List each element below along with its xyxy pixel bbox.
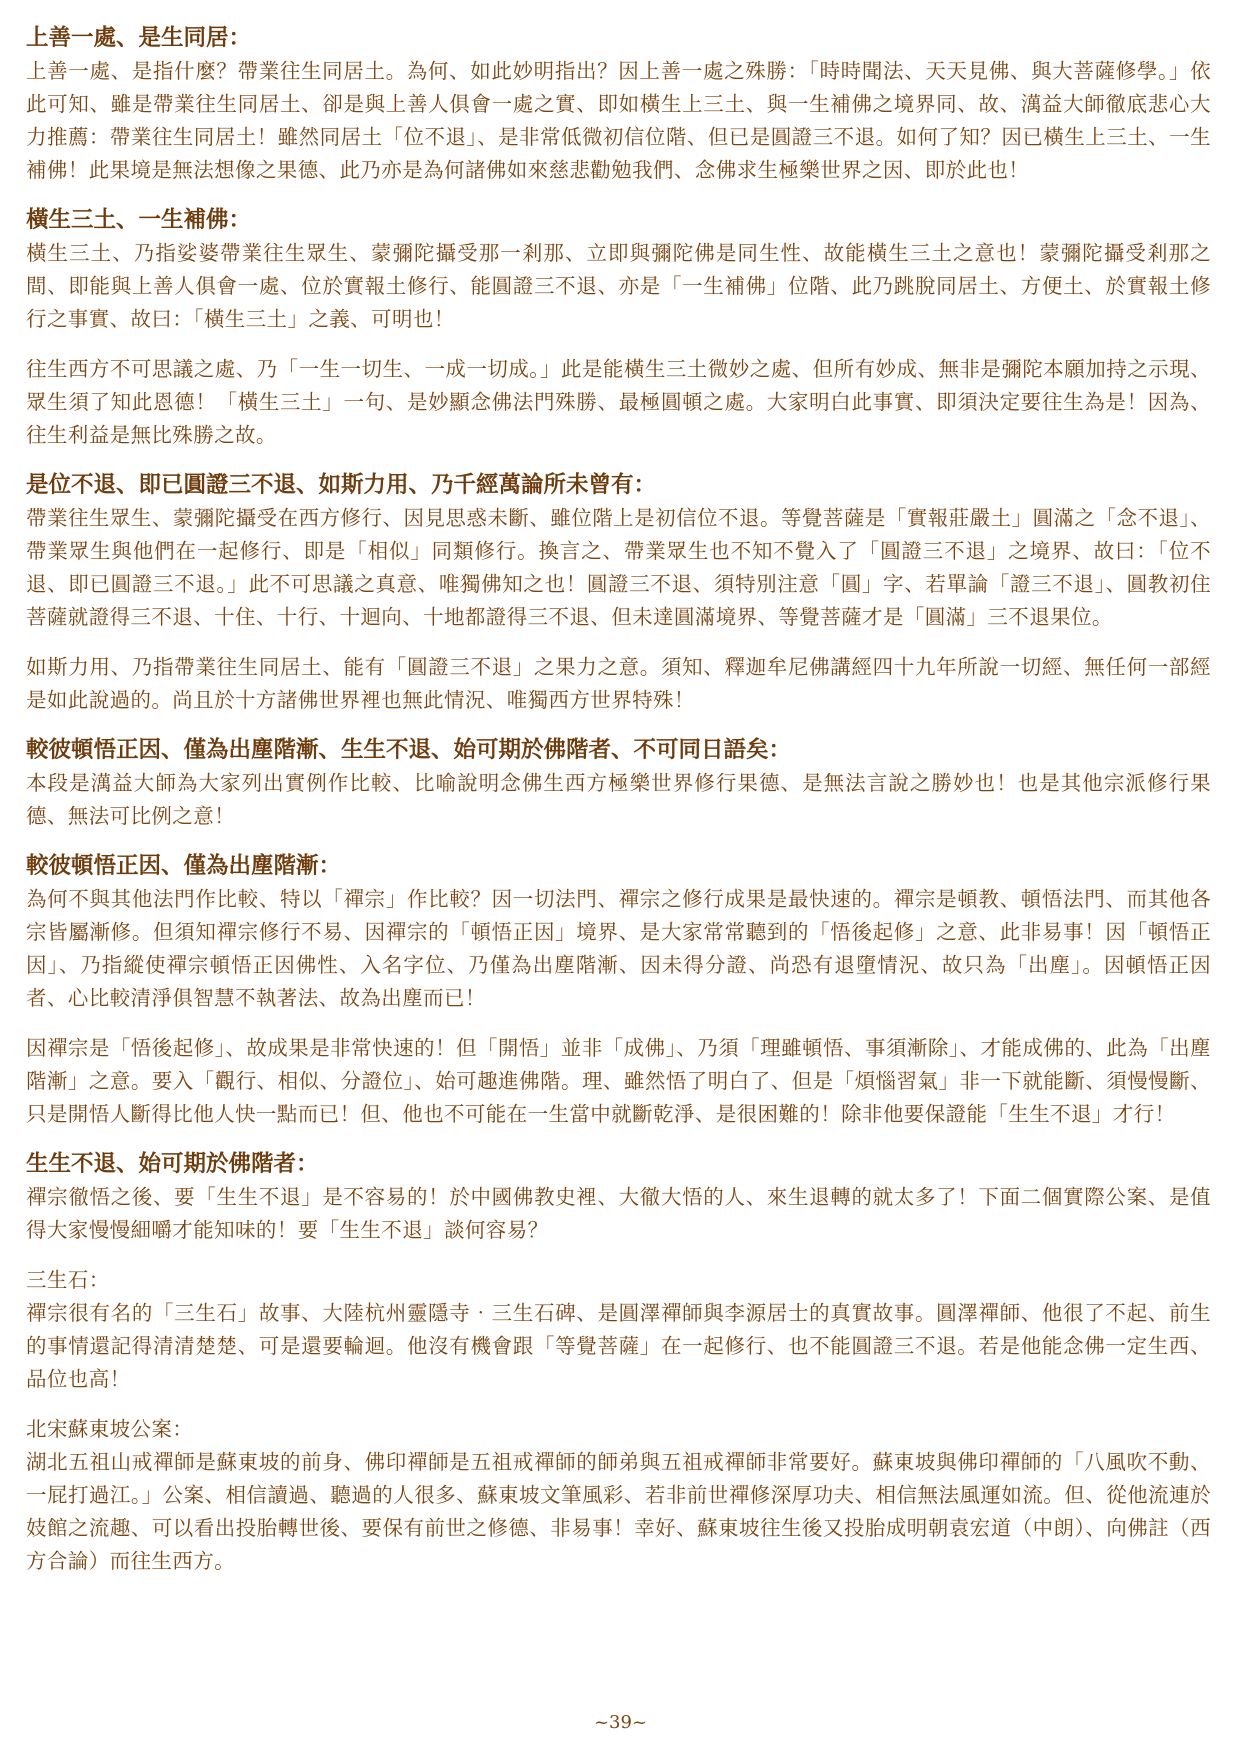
section-4-paragraph-1: 本段是澫益大師為大家列出實例作比較、比喻說明念佛生西方極樂世界修行果德、是無法言說之勝妙也！也是其他宗派修行果德、無法可比例之意！ bbox=[26, 771, 1211, 828]
section-3-paragraph-1: 帶業往生眾生、蒙彌陀攝受在西方修行、因見思惑未斷、雖位階上是初信位不退。等覺菩薩是「實報莊嚴土」圓滿之「念不退」、帶業眾生與他們在一起修行、即是「相似」同類修行。換言之、帶業眾生也不知不覺入了「圓證三不退」之境界、故曰：「位不退、即已圓證三不退。」此不可思議之真意、唯獨佛知之也！圓證三不退、須特別注意「圓」字、若單論「證三不退」、圓教初住菩薩就證得三不退、十住、十行、十迴向、十地都證得三不退、但未達圓滿境界、等覺菩薩才是「圓滿」三不退果位。 bbox=[26, 506, 1211, 629]
section-8-subheading: 北宋蘇東坡公案： bbox=[26, 1417, 194, 1441]
section-heading-3: 是位不退、即已圓證三不退、如斯力用、乃千經萬論所未曾有： bbox=[26, 472, 657, 498]
section-heading-1: 上善一處、是生同居： bbox=[26, 25, 252, 51]
section-2-paragraph-2: 往生西方不可思議之處、乃「一生一切生、一成一切成。」此是能橫生三土微妙之處、但所有妙成、無非是彌陀本願加持之示現、眾生須了知此恩德！「橫生三土」一句、是妙顯念佛法門殊勝、最極圓頓之處。大家明白此事實、即須決定要往生為是！因為、往生利益是無比殊勝之故。 bbox=[26, 357, 1211, 447]
section-6-paragraph-1: 禪宗徹悟之後、要「生生不退」是不容易的！於中國佛教史裡、大徹大悟的人、來生退轉的就太多了！下面二個實際公案、是值得大家慢慢細嚼才能知味的！要「生生不退」談何容易？ bbox=[26, 1185, 1211, 1242]
section-heading-2: 橫生三土、一生補佛： bbox=[26, 207, 252, 233]
section-3-paragraph-2: 如斯力用、乃指帶業往生同居土、能有「圓證三不退」之果力之意。須知、釋迦牟尼佛講經四十九年所說一切經、無任何一部經是如此說過的。尚且於十方諸佛世界裡也無此情況、唯獨西方世界特殊！ bbox=[26, 655, 1211, 712]
section-2-paragraph-1: 橫生三土、乃指娑婆帶業往生眾生、蒙彌陀攝受那一剎那、立即與彌陀佛是同生性、故能橫生三土之意也！蒙彌陀攝受剎那之間、即能與上善人俱會一處、位於實報土修行、能圓證三不退、亦是「一生補佛」位階、此乃跳脫同居土、方便土、於實報土修行之事實、故曰：「橫生三土」之義、可明也！ bbox=[26, 241, 1211, 331]
section-5-paragraph-1: 為何不與其他法門作比較、特以「禪宗」作比較？因一切法門、禪宗之修行成果是最快速的。禪宗是頓教、頓悟法門、而其他各宗皆屬漸修。但須知禪宗修行不易、因禪宗的「頓悟正因」境界、是大家常常聽到的「悟後起修」之意、此非易事！因「頓悟正因」、乃指縱使禪宗頓悟正因佛性、入名字位、乃僅為出塵階漸、因未得分證、尚恐有退墮情況、故只為「出塵」。因頓悟正因者、心比較清淨俱智慧不執著法、故為出塵而已！ bbox=[26, 887, 1211, 1010]
section-5-paragraph-2: 因禪宗是「悟後起修」、故成果是非常快速的！但「開悟」並非「成佛」、乃須「理雖頓悟、事須漸除」、才能成佛的、此為「出塵階漸」之意。要入「觀行、相似、分證位」、始可趣進佛階。理、雖然悟了明白了、但是「煩惱習氣」非一下就能斷、須慢慢斷、只是開悟人斷得比他人快一點而已！但、他也不可能在一生當中就斷乾淨、是很困難的！除非他要保證能「生生不退」才行！ bbox=[26, 1036, 1211, 1126]
section-8-paragraph-1: 湖北五祖山戒禪師是蘇東坡的前身、佛印禪師是五祖戒禪師的師弟與五祖戒禪師非常要好。蘇東坡與佛印禪師的「八風吹不動、一屁打過江。」公案、相信讀過、聽過的人很多、蘇東坡文筆風彩、若非前世禪修深厚功夫、相信無法風運如流。但、從他流連於妓館之流趣、可以看出投胎轉世後、要保有前世之修德、非易事！幸好、蘇東坡往生後又投胎成明朝袁宏道（中朗）、向佛註（西方合論）而往生西方。 bbox=[26, 1450, 1211, 1573]
page-number: ~39~ bbox=[593, 1712, 648, 1733]
section-heading-6: 生生不退、始可期於佛階者： bbox=[26, 1151, 319, 1177]
section-heading-5: 較彼頓悟正因、僅為出塵階漸： bbox=[26, 853, 342, 879]
section-heading-4: 較彼頓悟正因、僅為出塵階漸、生生不退、始可期於佛階者、不可同日語矣： bbox=[26, 737, 792, 763]
section-7-subheading: 三生石： bbox=[26, 1268, 110, 1292]
section-1-paragraph-1: 上善一處、是指什麼？帶業往生同居土。為何、如此妙明指出？因上善一處之殊勝：「時時聞法、天天見佛、與大菩薩修學。」依此可知、雖是帶業往生同居土、卻是與上善人俱會一處之實、即如橫生上三土、與一生補佛之境界同、故、澫益大師徹底悲心大力推薦：帶業往生同居土！雖然同居土「位不退」、是非常低微初信位階、但已是圓證三不退。如何了知？因已橫生上三土、一生補佛！此果境是無法想像之果德、此乃亦是為何諸佛如來慈悲勸勉我們、念佛求生極樂世界之因、即於此也！ bbox=[26, 59, 1211, 182]
section-7-paragraph-1: 禪宗很有名的「三生石」故事、大陸杭州靈隱寺‧三生石碑、是圓澤禪師與李源居士的真實故事。圓澤禪師、他很了不起、前生的事情還記得清清楚楚、可是還要輪迴。他沒有機會跟「等覺菩薩」在一起修行、也不能圓證三不退。若是他能念佛一定生西、品位也高！ bbox=[26, 1301, 1211, 1391]
